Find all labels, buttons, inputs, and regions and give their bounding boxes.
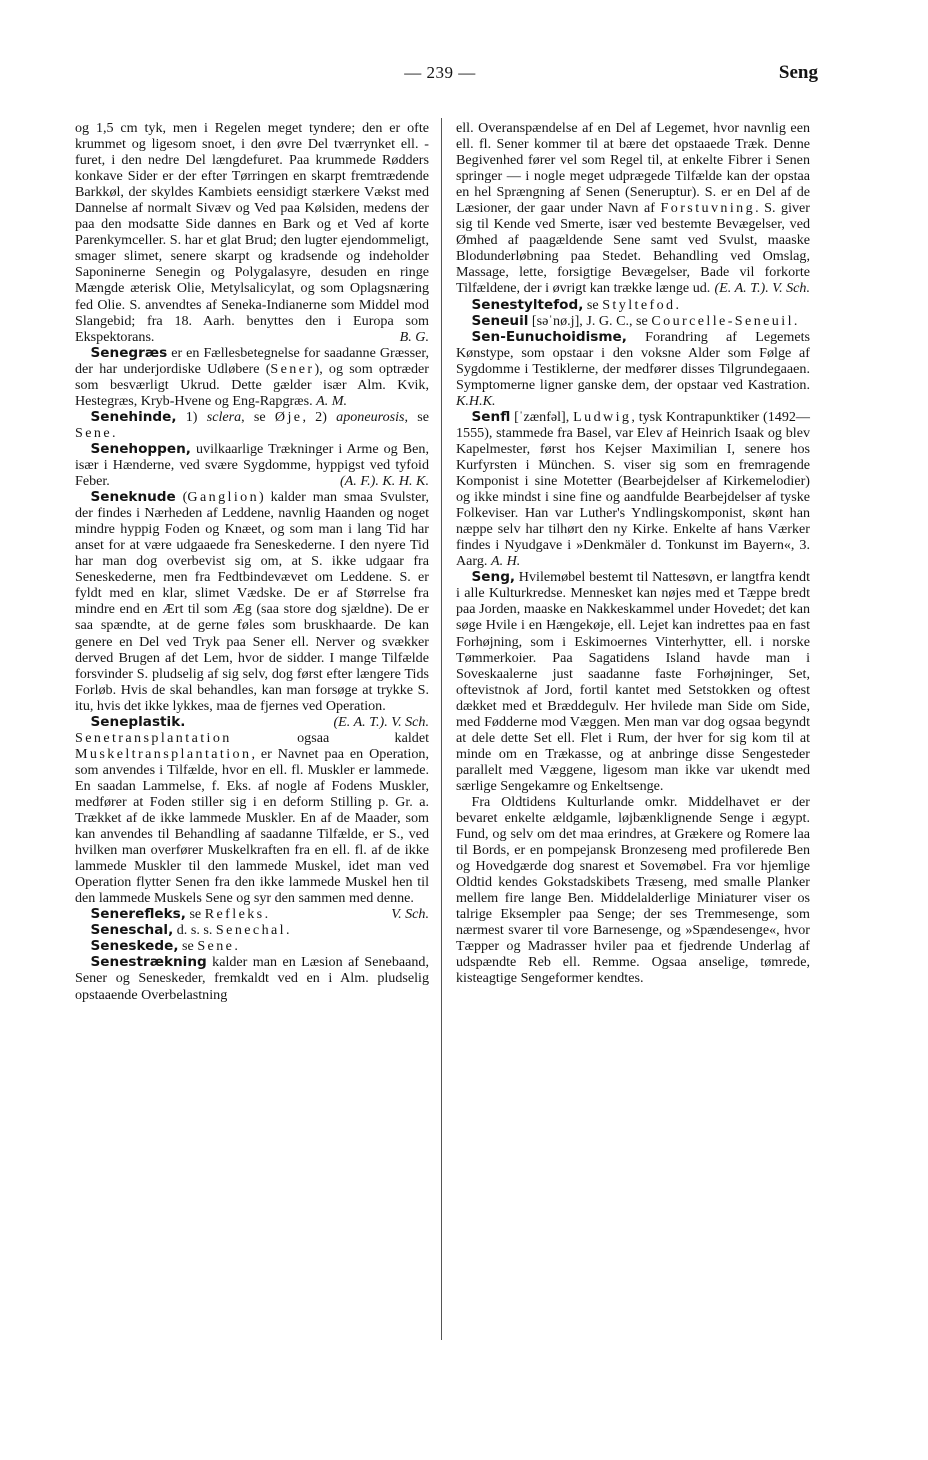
column-divider — [441, 118, 442, 1340]
entry-seng: Seng, Hvilemøbel bestemt til Nattesøvn, er langtfra kendt i alle Kulturkredse. Mennesket kan nøjes med et Tæppe bredt paa Jorden, maaske en Nakkeskammel under Hovedet; det kan søge Hvile i en Hængekøje, ell. Lejet kan indrettes paa en fast Forhøjning, som i Eskimoernes Vinterhytter, ell. i norske Tømmerkoier. Paa Sagatidens Island havde man i Soveskaalerne just saadanne faste Forhøjninger, Set, oftevistnok af Jord, fortil kantet med Setstokken og oftest dækket med et Bræddegulv. Her hvilede man Side om Side, med Fødderne mod Væggen. Men man var dog ogsaa begyndt at dele dette Set ell. Flet i Rum, der hver for sig kom til at minde om en Trækasse, og at anbringe disse Sengesteder parallelt med Væggene, ligesom man ikke var ukendt med særlige Sengekamre og Enkeltsenge. — [456, 569, 810, 794]
entry-senestraekning-continued: ell. Overanspændelse af en Del af Legemet, hvor navnlig een ell. fl. Sener kommer til at bære det opstaaede Træk. Denne Begivenhed fører vel som Regel til, at enkelte Fibrer i Senen springer — i nogle meget udprægede Tilfælde kan der opstaa en hel Sprængning af Senen (Seneruptur). S. er en Del af de Læsioner, der gaar under Navn af Forstuvning. S. giver sig til Kende ved Smerte, især ved bestemte Bevægelser, ved Ømhed af paagældende Sene samt ved Svulst, maaske Blodunderløbning paa Stedet. Behandling ved Omslag, Massage, lette, forsigtige Bevægelser, Bade vil forkorte Tilfældene, der i øvrigt kan trække længe ud. (E. A. T.). V. Sch. — [456, 120, 811, 297]
signature: (E. A. T.). V. Sch. — [714, 280, 810, 297]
headword: Seneknude — [90, 489, 176, 506]
entry-senegraes: Senegræs er en Fællesbetegnelse for saadanne Græsser, der har underjordiske Udløbere (Sener), og som optræder som besværligt Ukrud. Dette gælder især Alm. Kvik, Hestegræs, Kryb-Hvene og Eng-Rapgræs. A. M. — [75, 344, 429, 409]
headword: Seneskede, — [90, 938, 179, 955]
page-number: — 239 — — [404, 63, 476, 82]
entry-seneuil: Seneuil [səˈnø.j], J. G. C., se Courcelle-Seneuil. — [471, 312, 798, 329]
signature: B. G. — [399, 328, 429, 345]
entry-seneplastik: Seneplastik. Senetransplantation ogsaa kaldet Muskeltransplantation, er Navnet paa en Operation, som anvendes i Tilfælde, hvor en ell. fl. Muskler er lammede. En saadan Lammelse, f. Eks. af nogle af Fodens Muskler, medfører at Foden stiller sig i en deform Stilling p. Gr. a. Trækket af de ikke lammede Muskler. En af de Maader, som kan anvendes til Behandling af saadanne Tilfælde, er S., ved hvilken man overfører Muskelkraften fra en ell. fl. af de ikke lammede Muskler til den lammede Muskel, idet man ved Operation flytter Senen fra den ikke lammede Muskel hen til den lammede Muskels Sene og syr den sammen med denne. V. Sch. — [75, 713, 429, 923]
entry-senega-continued: og 1,5 cm tyk, men i Regelen meget tyndere; den er ofte krummet og ligesom snoet, i den øvre Del tværrynket ell. -furet, i den nedre Del længdefuret. Paa krummede Rødders konkave Sider er der efter Tørringen en skarpt fremtrædende Barkkøl, der skyldes Kambiets eensidigt stærkere Vækst med Dannelse af normalt Sivæv og Ved paa Kølsiden, medens der paa den modsatte Side dannes en Bark og et Ved af korte Parenkymceller. S. har et glat Brud; den lugter ejendommeligt, smager slimet, senere skarpt og kradsende og indeholder Saponinerne Senegin og Polygalasyre, desuden en ringe Mængde æterisk Olie, Metylsalicylat, og som Oplagsnæring fed Olie. S. anvendtes af Seneka-Indianerne som Middel mod Slangebid; fra 18. Aarh. benyttes den i Europa som Ekspektorans. B. G. — [75, 120, 429, 345]
entry-senestyltefod: Senestyltefod, se Styltefod. — [471, 296, 679, 313]
running-head: Seng — [778, 62, 818, 83]
headword: Sen-Eunuchoidisme, — [471, 328, 627, 345]
entry-senerefleks: Senerefleks, se Refleks. — [90, 906, 269, 923]
entry-seneschal: Seneschal, d. s. s. Senechal. — [90, 922, 290, 939]
entry-sen-eunuchoidisme: Sen-Eunuchoidisme, Forandring af Legemets Kønstype, som opstaar i den voksne Alder som Følge af Sygdomme i Testiklerne, der medfører disses Tilgrundegaaen. Symptomerne ligner ganske dem, der opstaar ved Kastration. K.H.K. — [456, 328, 810, 409]
headword: Seneuil — [471, 312, 529, 329]
entry-senehoppen: Senehoppen, uvilkaarlige Trækninger i Arme og Ben, især i Hænderne, ved svære Sygdomme, hyppigst ved tyfoid Feber. (A. F.). K. H. K. — [75, 440, 429, 490]
entry-seneknude: Seneknude (Ganglion) kalder man smaa Svulster, der findes i Nærheden af Leddene, navnlig Haanden og noget mindre hyppig Foden og Knæet, og som man i lang Tid har anset for at være udgaaede fra Seneskederne. I den nyere Tid har man dog overbevist sig om, at S. ikke udgaar fra Seneskederne, men fra Fedtbindevævet om Leddene. S. er fyldt med en klar, slimet Vædske. De er af Størrelse fra mindre end en Ært til som Æg (saa store dog sjældne). De er saa spændte, at de gerne føles som bruskhaarde. De kan genere en Del ved Tryk paa Sener ell. Nerver og svækker derved Brugen af det Lem, hvor de sidder. I mange Tilfælde forsvinder S. pludselig af sig selv, dog først efter længere Tids Forløb. Hvis de skal behandles, kan man forsøge at trykke S. itu, hvis det ikke lykkes, maa de fjernes ved Operation. (E. A. T.). V. Sch. — [75, 489, 430, 730]
signature: V. Sch. — [391, 906, 429, 923]
signature: A. H. — [490, 553, 521, 570]
headword: Senestyltefod, — [471, 296, 584, 313]
headword: Senerefleks, — [90, 906, 186, 923]
right-column — [456, 120, 810, 987]
headword: Senehinde, — [90, 408, 177, 425]
entry-seng-paragraph-2: Fra Oldtidens Kulturlande omkr. Middelhavet er der bevaret enkelte ældgamle, løjbænklignende Senge i ægypt. Fund, og selv om det maa erindres, at Grækere og Romere laa til Bords, er en pompejansk Bronzeseng med profilerede Ben og Hovedgærde dog snarest et Sovemøbel. Fra vor hjemlige Oldtid kendes Gokstadskibets Træseng, med smalle Planker mellem fire lange Ben. Middelalderlige Miniaturer viser os talrige Eksempler paa Senge; der ses Tremmesenge, som nærmest svarer til vore Barnesenge, og »Spændesenge«, hvor Tæpper og Madrasser hviler paa et fjedrende Underlag af udspændte Reb ell. Remme. Ogsaa anselige, tømrede, kisteagtige Sengeformer kendtes. — [456, 793, 810, 987]
entry-senehinde: Senehinde, 1) sclera, se Øje, 2) aponeurosis, se Sene. — [75, 408, 430, 441]
headword: Seneschal, — [90, 922, 174, 939]
page-header — [0, 63, 928, 89]
signature: K.H.K. — [456, 392, 496, 409]
entry-senfl: Senfl [ˈzænfəl], Ludwig, tysk Kontrapunktiker (1492—1555), stammede fra Basel, var Elev af Heinrich Isaak og blev Kapelmester, først hos Kejser Maximilian I, senere hos Kurfyrsten i München. S. viser sig som en fremragende Komponist i sine Motetter (Bearbejdelser af Kirkemelodier) og ikke mindst i sine fine og aandfulde Bearbejdelser af tyske Folkeviser. Han var Luther's Yndlingskomponist, skønt han næppe selv har tilhørt den ny Kirke. Enkelte af hans Værker findes i Nyudgave i »Denkmäler d. Tonkunst im Bayern«, 3. Aarg. A. H. — [456, 408, 811, 570]
signature: (A. F.). K. H. K. — [339, 473, 429, 490]
entry-senestraekning: Senestrækning kalder man en Læsion af Senebaand, Sener og Seneskeder, fremkaldt ved en i Alm. pludselig opstaaende Overbelastning — [75, 954, 429, 1003]
headword: Seng, — [471, 569, 516, 586]
signature: A. M. — [316, 392, 348, 409]
headword: Seneplastik. — [90, 713, 186, 730]
entry-seneskede: Seneskede, se Sene. — [90, 938, 238, 955]
headword: Senehoppen, — [90, 440, 191, 457]
headword: Senfl — [471, 408, 511, 425]
headword: Senestrækning — [90, 954, 207, 971]
headword: Senegræs — [90, 344, 168, 361]
signature: (E. A. T.). V. Sch. — [333, 713, 429, 730]
left-column — [75, 120, 429, 1003]
